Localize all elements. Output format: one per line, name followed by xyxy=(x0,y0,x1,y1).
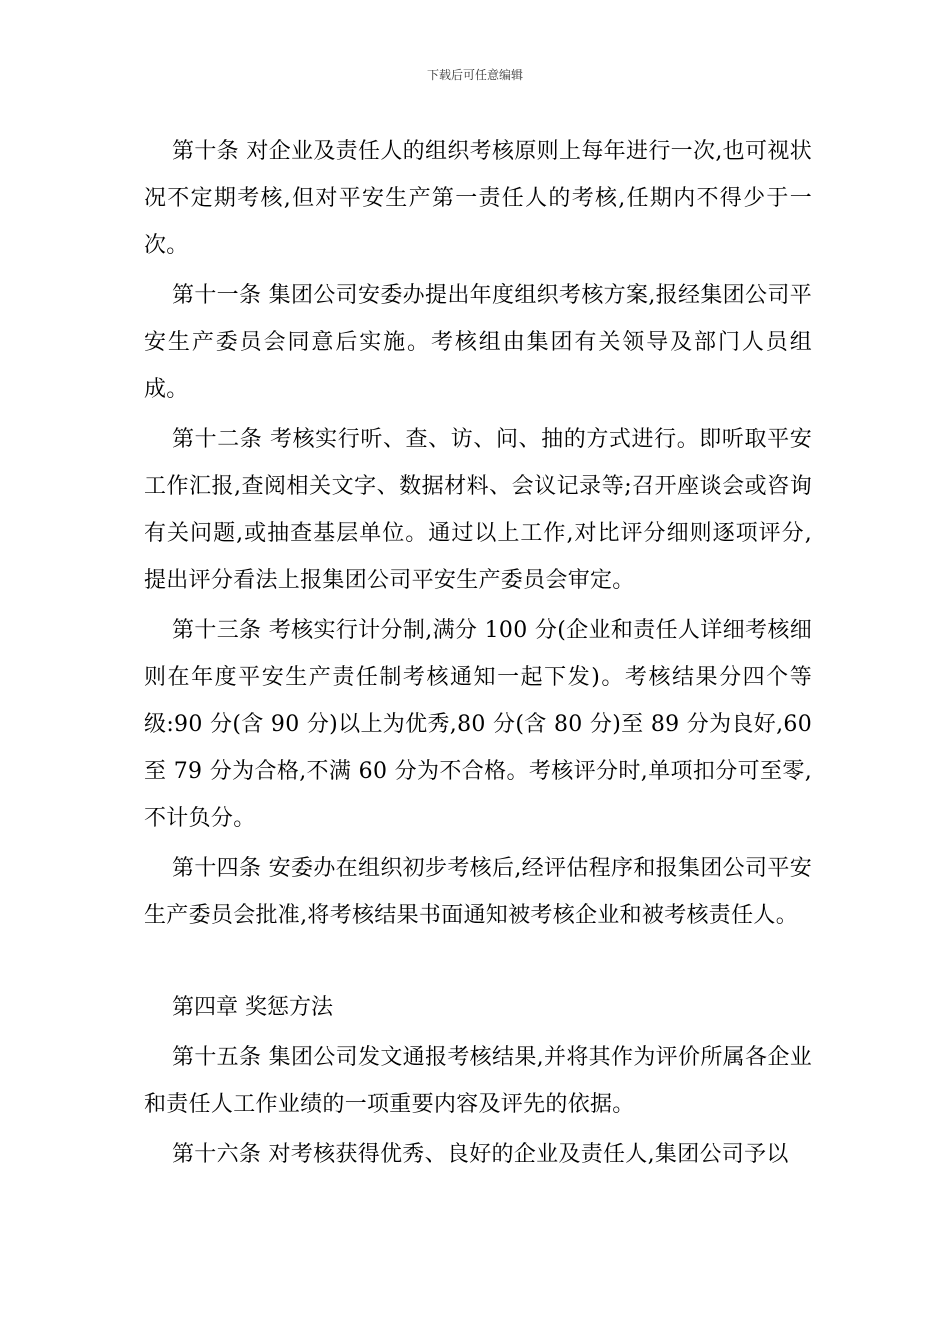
article-11: 第十一条 集团公司安委办提出年度组织考核方案,报经集团公司平安生产委员会同意后实施。考核组由集团有关领导及部门人员组成。 xyxy=(144,283,812,402)
article-15: 第十五条 集团公司发文通报考核结果,并将其作为评价所属各企业和责任人工作业绩的一项重要内容及评先的依据。 xyxy=(144,1045,812,1117)
article-13: 第十三条 考核实行计分制,满分 100 分(企业和责任人详细考核细则在年度平安生产责任制考核通知一起下发)。考核结果分四个等级:90 分(含 90 分)以上为优秀,80 分(含 80 分)至 89 分为良好,60 至 79 分为合格,不满 60 分为不合格。考核评分时,单项扣分可至零,不计负分。 xyxy=(144,618,812,831)
page-header: 下载后可任意编辑 xyxy=(426,68,523,82)
article-14: 第十四条 安委办在组织初步考核后,经评估程序和报集团公司平安生产委员会批准,将考核结果书面通知被考核企业和被考核责任人。 xyxy=(144,856,812,928)
chapter-title: 第四章 奖惩方法 xyxy=(172,995,333,1020)
document-body xyxy=(144,128,812,1178)
article-10: 第十条 对企业及责任人的组织考核原则上每年进行一次,也可视状况不定期考核,但对平安生产第一责任人的考核,任期内不得少于一次。 xyxy=(144,139,812,258)
article-16: 第十六条 对考核获得优秀、良好的企业及责任人,集团公司予以 xyxy=(172,1142,789,1167)
article-12: 第十二条 考核实行听、查、访、问、抽的方式进行。即听取平安工作汇报,查阅相关文字、数据材料、会议记录等;召开座谈会或咨询有关问题,或抽查基层单位。通过以上工作,对比评分细则逐项评分,提出评分看法上报集团公司平安生产委员会审定。 xyxy=(144,427,812,593)
